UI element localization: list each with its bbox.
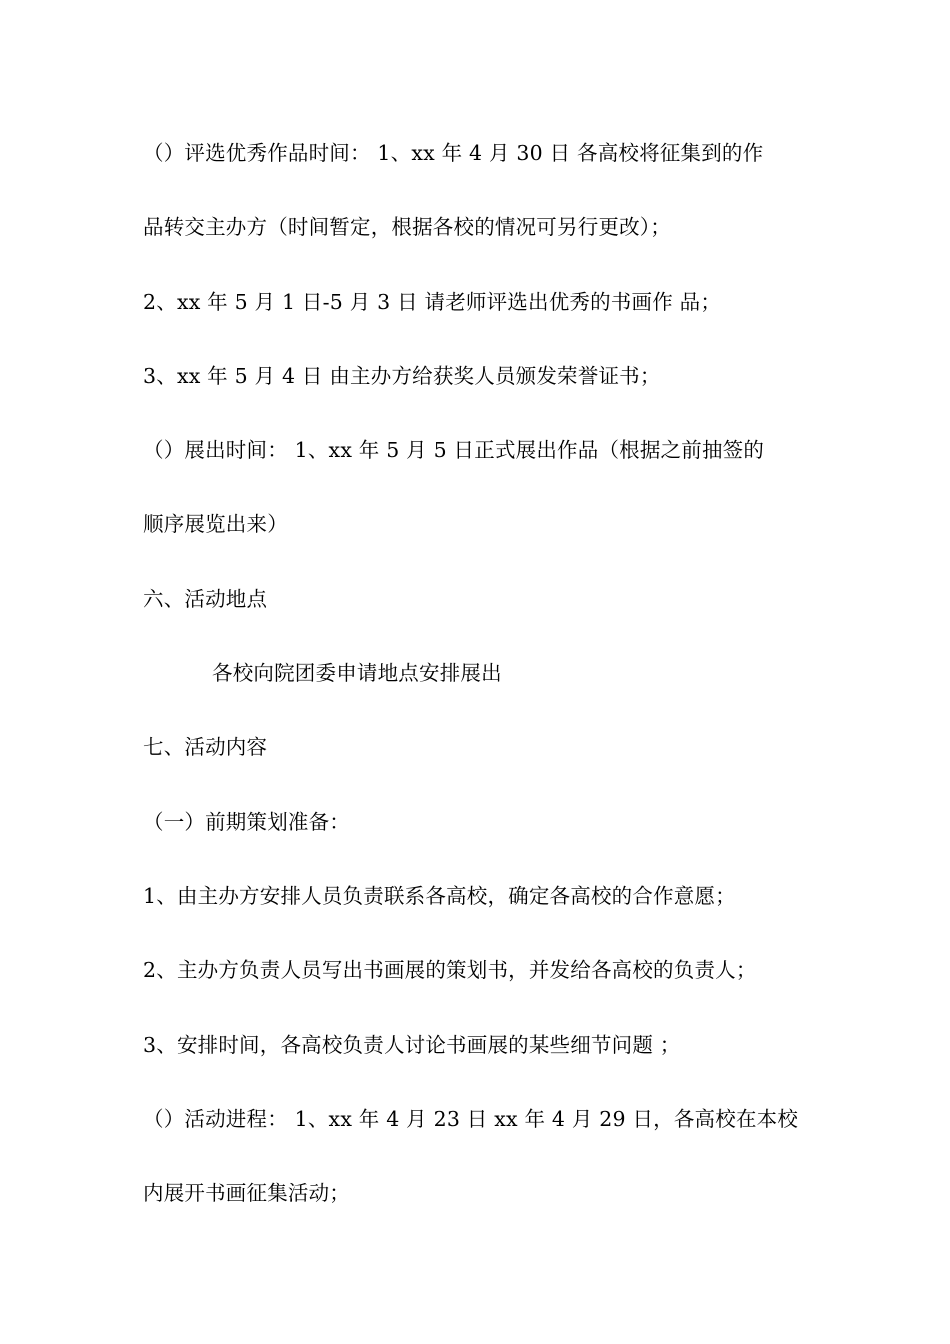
text-line-14: （）活动进程： 1、xx 年 4 月 23 日 xx 年 4 月 29 日，各高校在本校 [143, 1107, 799, 1131]
text-line-1: （）评选优秀作品时间： 1、xx 年 4 月 30 日 各高校将征集到的作 [143, 141, 764, 165]
text-line-6: 顺序展览出来） [143, 512, 288, 536]
text-line-12: 2、主办方负责人员写出书画展的策划书，并发给各高校的负责人； [143, 958, 757, 982]
subsection-heading-preparation: （一）前期策划准备： [143, 810, 350, 834]
text-line-2: 品转交主办方（时间暂定，根据各校的情况可另行更改）； [143, 215, 671, 239]
text-line-4: 3、xx 年 5 月 4 日 由主办方给获奖人员颁发荣誉证书； [143, 364, 661, 388]
text-line-5: （）展出时间： 1、xx 年 5 月 5 日正式展出作品（根据之前抽签的 [143, 438, 765, 462]
section-heading-location: 六、活动地点 [143, 587, 268, 611]
text-line-13: 3、安排时间，各高校负责人讨论书画展的某些细节问题 ； [143, 1033, 681, 1057]
text-line-11: 1、由主办方安排人员负责联系各高校，确定各高校的合作意愿； [143, 884, 736, 908]
text-line-15: 内展开书画征集活动； [143, 1181, 350, 1205]
section-heading-content: 七、活动内容 [143, 735, 268, 759]
text-line-3: 2、xx 年 5 月 1 日-5 月 3 日 请老师评选出优秀的书画作 品； [143, 290, 722, 314]
text-line-location: 各校向院团委申请地点安排展出 [212, 661, 502, 685]
